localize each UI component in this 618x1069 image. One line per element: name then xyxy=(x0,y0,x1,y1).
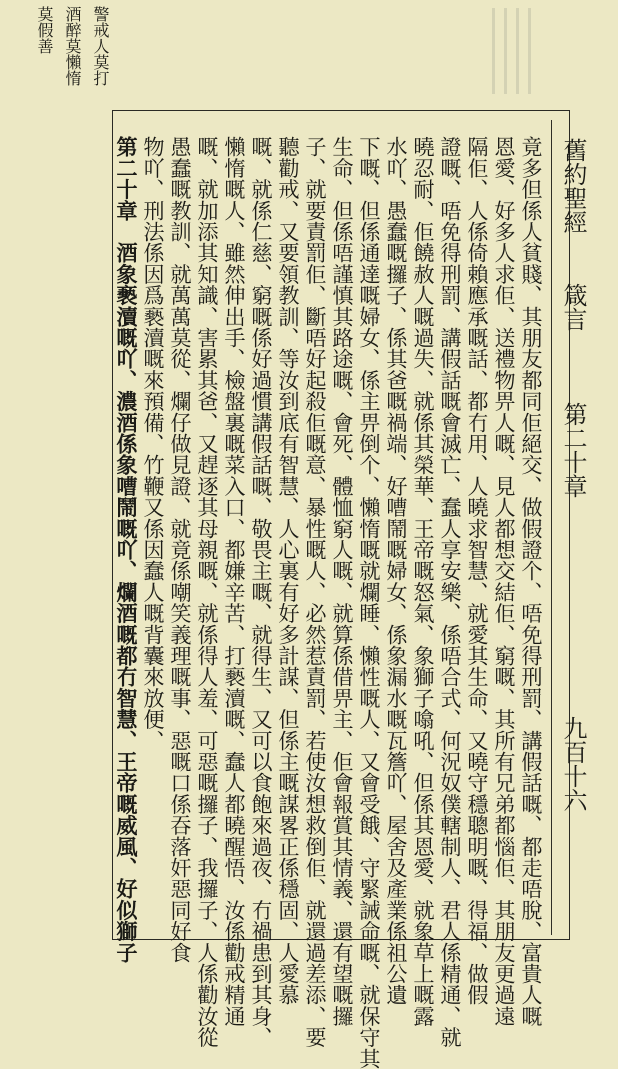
margin-note: 酒醉莫懶惰 xyxy=(63,6,82,86)
margin-note: 警戒人莫打 xyxy=(91,6,110,86)
text-column: 子、就要責罰佢、斷唔好起殺佢嘅意、暴性嘅人、必然惹責罰、若使汝想救倒佢、就還過差添、要 xyxy=(303,136,328,1048)
text-column: 懶惰嘅人、雖然伸出手、檢盤裏嘅菜入口、都嫌辛苦、打褻瀆嘅、蠢人都曉醒悟、汝係勸戒精通 xyxy=(222,136,247,1027)
text-column: 下嘅、但係通達嘅婦女、係主畀倒个、懶惰嘅就爛睡、懶性嘅人、又會受餓、守緊誡命嘅、就保守其 xyxy=(357,136,382,1069)
text-column: 證嘅、唔免得刑罰、講假話嘅會滅亡、蠢人享安樂、係唔合式、何況奴僕轄制人、君人係精通、就 xyxy=(438,136,463,1048)
top-margin xyxy=(0,0,618,100)
text-column: 生命、但係唔謹慎其路途嘅、會死、體恤窮人嘅、就算係借畀主、佢會報賞其情義、還有望嘅攞 xyxy=(330,136,355,1027)
bleed-through-text xyxy=(483,8,533,94)
header-rule xyxy=(551,120,552,935)
text-column: 嘅、就加添其知識、害累其爸、又趕逐其母親嘅、就係得人羞、可惡嘅攞子、我攞子、人係勸汝從 xyxy=(195,136,220,1048)
chapter-heading: 第二十章 xyxy=(559,402,587,498)
text-column: 恩愛、好多人求佢、送禮物畀人嘅、見人都想交結佢、窮嘅、其所有兄弟都惱佢、其朋友更過遠 xyxy=(492,136,517,1027)
text-column: 愚蠢嘅教訓、就萬萬莫從、爛仔做見證、就竟係嘲笑義理嘅事、惡嘅口係吞落奸惡同好食 xyxy=(168,136,193,963)
book-title: 舊約聖經 xyxy=(559,138,587,234)
text-column: 物吖、刑法係因爲褻瀆嘅來預備、竹鞭又係因蠢人嘅背囊來放便、 xyxy=(141,136,166,751)
text-column: 聽勸戒、又要領教訓、等汝到底有智慧、人心裏有好多計謀、但係主嘅謀畧正係穩固、人愛慕 xyxy=(276,136,301,1006)
text-column: 隔佢、人係倚賴應承嘅話、都冇用、人曉求智慧、就愛其生命、又曉守穩聰明嘅、得福、做假 xyxy=(465,136,490,1006)
book-name: 箴言 xyxy=(559,283,587,331)
text-column: 曉忍耐、佢饒赦人嘅過失、就係其榮華、王帝嘅怒氣、象獅子噏吼、但係其恩愛、就象草上嘅露 xyxy=(411,136,436,1027)
margin-note: 莫假善 xyxy=(35,6,54,54)
text-column: 水吖、愚蠢嘅攞子、係其爸嘅禍端、好嘈鬧嘅婦女、係象漏水嘅瓦簷吖、屋舍及產業係祖公遺 xyxy=(384,136,409,1006)
text-column: 竟多但係人貧賤、其朋友都同佢絕交、做假證个、唔免得刑罰、講假話嘅、都走唔脫、富貴人嘅 xyxy=(519,136,544,1027)
text-column: 嘅、就係仁慈、窮嘅係好過慣講假話嘅、敬畏主嘅、就得生、又可以食飽來過夜、冇禍患到其身、 xyxy=(249,136,274,1048)
page-number: 九百十六 xyxy=(559,716,587,812)
chapter-start-column: 第二十章 酒象褻瀆嘅吖、濃酒係象嘈鬧嘅吖、爛酒嘅都冇智慧、王帝嘅威風、好似獅子 xyxy=(114,136,139,963)
